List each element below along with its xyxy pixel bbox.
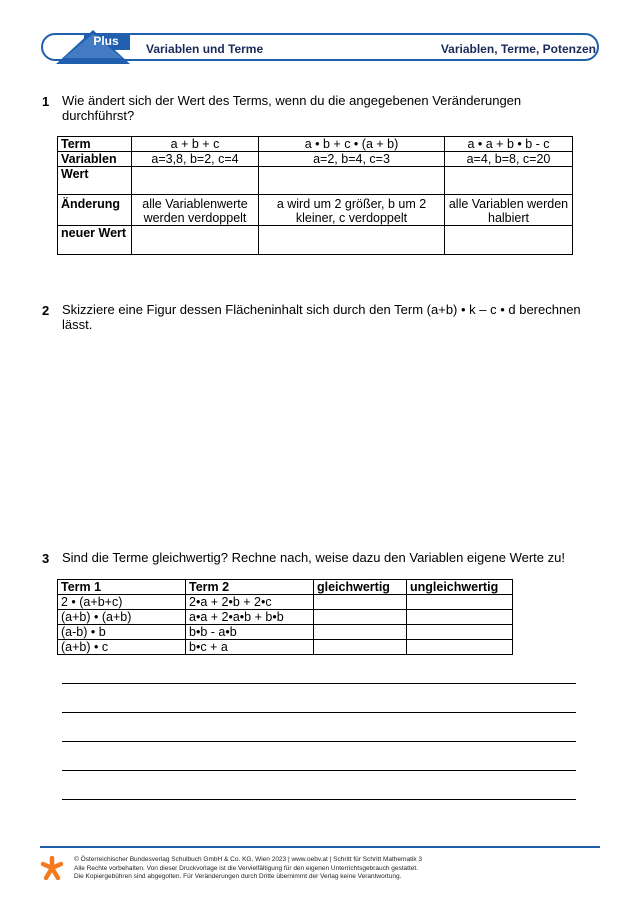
logo-text: Plus xyxy=(93,34,119,48)
footer-line-3: Die Kopiergebühren sind abgegolten. Für Veränderungen durch Dritte übernimmt der Verlag keine Verantwortung. xyxy=(74,873,402,880)
check-cell-gleichwertig[interactable] xyxy=(314,610,407,625)
row-label-wert: Wert xyxy=(58,167,132,195)
variablen-cell: a=4, b=8, c=20 xyxy=(445,152,573,167)
aenderung-text: werden verdoppelt xyxy=(143,211,247,225)
term1-cell: (a-b) • b xyxy=(58,625,186,640)
term1-cell: (a+b) • c xyxy=(58,640,186,655)
task-1-number: 1 xyxy=(42,94,50,109)
task-1-table xyxy=(57,136,573,255)
term1-cell: (a+b) • (a+b) xyxy=(58,610,186,625)
footer-line-1: © Österreichischer Bundesverlag Schulbuch GmbH & Co. KG, Wien 2023 | www.oebv.at | Schritt für Schritt Mathematik 3 xyxy=(74,856,422,863)
check-cell-ungleichwertig[interactable] xyxy=(407,640,513,655)
answer-cell[interactable] xyxy=(445,226,573,255)
publisher-asterisk-icon xyxy=(40,856,64,880)
footer-copyright xyxy=(74,856,594,882)
row-label-neuer-wert: neuer Wert xyxy=(58,226,132,255)
aenderung-text: alle Variablenwerte xyxy=(142,197,248,211)
answer-cell[interactable] xyxy=(445,167,573,195)
table-row xyxy=(58,152,573,167)
task-2-text-line1: Skizziere eine Figur dessen Flächeninhalt sich durch den Term (a+b) • k – c • d berechnen xyxy=(62,302,581,317)
aenderung-text: halbiert xyxy=(488,211,529,225)
term2-cell: b•b - a•b xyxy=(186,625,314,640)
check-cell-ungleichwertig[interactable] xyxy=(407,625,513,640)
term-cell: a + b + c xyxy=(132,137,259,152)
term1-cell: 2 • (a+b+c) xyxy=(58,595,186,610)
column-header: gleichwertig xyxy=(314,580,407,595)
header-title-right: Variablen, Terme, Potenzen xyxy=(440,42,596,56)
table-header-row xyxy=(58,580,513,595)
table-row xyxy=(58,226,573,255)
plus-logo xyxy=(54,28,132,66)
check-cell-gleichwertig[interactable] xyxy=(314,625,407,640)
term-cell: a • a + b • b - c xyxy=(445,137,573,152)
variablen-cell: a=2, b=4, c=3 xyxy=(259,152,445,167)
task-2-text xyxy=(62,302,592,332)
check-cell-gleichwertig[interactable] xyxy=(314,595,407,610)
writing-line[interactable] xyxy=(62,770,576,771)
sketch-area[interactable] xyxy=(62,340,576,540)
term-cell: a • b + c • (a + b) xyxy=(259,137,445,152)
table-row xyxy=(58,195,573,226)
table-row xyxy=(58,640,513,655)
task-1-text-line1: Wie ändert sich der Wert des Terms, wenn du die angegebenen Veränderungen xyxy=(62,93,522,108)
table-row xyxy=(58,137,573,152)
writing-line[interactable] xyxy=(62,683,576,684)
column-header: Term 1 xyxy=(58,580,186,595)
writing-line[interactable] xyxy=(62,712,576,713)
term2-cell: a•a + 2•a•b + b•b xyxy=(186,610,314,625)
aenderung-text: kleiner, c verdoppelt xyxy=(295,211,408,225)
task-3-table xyxy=(57,579,513,655)
task-2-text-line2: lässt. xyxy=(62,317,93,332)
task-1-text xyxy=(62,93,592,123)
task-1-text-line2: durchführst? xyxy=(62,108,135,123)
aenderung-text: a wird um 2 größer, b um 2 xyxy=(276,197,427,211)
task-2-number: 2 xyxy=(42,303,50,318)
row-label-term: Term xyxy=(58,137,132,152)
check-cell-gleichwertig[interactable] xyxy=(314,640,407,655)
table-row xyxy=(58,610,513,625)
variablen-cell: a=3,8, b=2, c=4 xyxy=(132,152,259,167)
term2-cell: b•c + a xyxy=(186,640,314,655)
check-cell-ungleichwertig[interactable] xyxy=(407,595,513,610)
aenderung-cell xyxy=(259,195,445,226)
term2-cell: 2•a + 2•b + 2•c xyxy=(186,595,314,610)
task-3-text: Sind die Terme gleichwertig? Rechne nach, weise dazu den Variablen eigene Werte zu! xyxy=(62,550,565,565)
table-row xyxy=(58,625,513,640)
aenderung-text: alle Variablen werden xyxy=(448,197,569,211)
answer-cell[interactable] xyxy=(259,226,445,255)
aenderung-cell xyxy=(445,195,573,226)
writing-line[interactable] xyxy=(62,741,576,742)
table-row xyxy=(58,595,513,610)
header-title-left: Variablen und Terme xyxy=(146,42,264,56)
footer-divider xyxy=(40,846,600,848)
check-cell-ungleichwertig[interactable] xyxy=(407,610,513,625)
column-header: Term 2 xyxy=(186,580,314,595)
row-label-aenderung: Änderung xyxy=(58,195,132,226)
column-header: ungleichwertig xyxy=(407,580,513,595)
task-3-number: 3 xyxy=(42,551,50,566)
answer-cell[interactable] xyxy=(132,226,259,255)
answer-cell[interactable] xyxy=(259,167,445,195)
footer-line-2: Alle Rechte vorbehalten. Von dieser Druckvorlage ist die Vervielfältigung für den eigenen Unterrichtsgebrauch gestattet. xyxy=(74,864,418,872)
aenderung-cell xyxy=(132,195,259,226)
row-label-variablen: Variablen xyxy=(58,152,132,167)
answer-cell[interactable] xyxy=(132,167,259,195)
writing-line[interactable] xyxy=(62,799,576,800)
table-row xyxy=(58,167,573,195)
